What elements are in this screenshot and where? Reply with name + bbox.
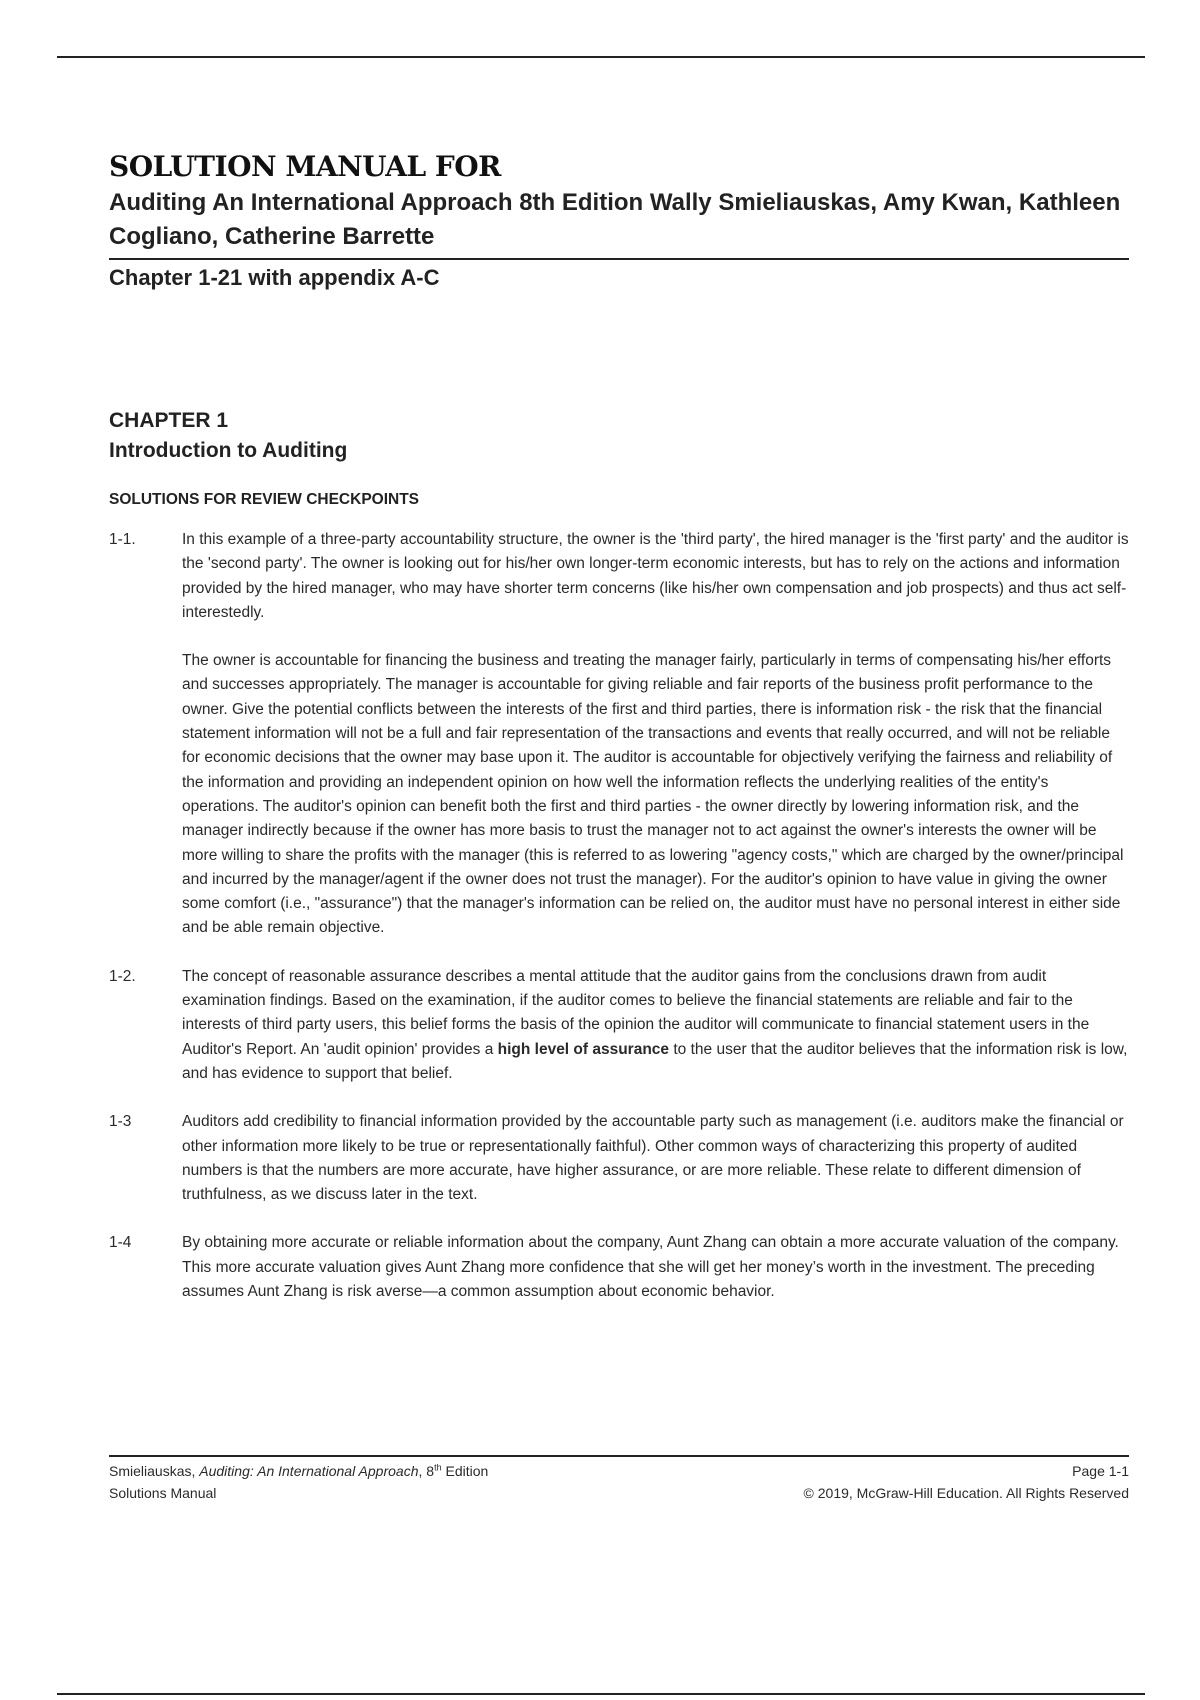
answer-paragraph: The owner is accountable for financing the business and treating the manager fairly, particularly in terms of compensating his/her efforts and successes appropriately. The manager is accountable for giving reliable and fair reports of the business profit performance to the owner. Give the potential conflicts between the interests of the first and third parties, there is information risk - the risk that the financial statement information will not be a full and fair representation of the transactions and events that really occurred, and will not be reliable for economic decisions that the owner may base upon it. The auditor is accountable for objectively verifying the fairness and reliability of the information and providing an independent opinion on how well the information reflects the underlying realities of the entity's operations. The auditor's opinion can benefit both the first and third parties - the owner directly by lowering information risk, and the manager indirectly because if the owner has more basis to trust the manager not to act against the owner's interests the owner will be more willing to share the profits with the manager (this is referred to as lowering "agency costs," which are charged by the owner/principal and incurred by the manager/agent if the owner does not trust the manager). For the auditor's opinion to have value in giving the owner some comfort (i.e., "assurance") that the manager's information can be relied on, the auditor must have no personal interest in either side and be able remain objective. — [182, 652, 1124, 937]
copyright-notice: © 2019, McGraw-Hill Education. All Rights Reserved — [803, 1485, 1129, 1501]
answer-text: to the user that the auditor believes that the information risk is low, and has evidence to support that belief. — [182, 1040, 1128, 1082]
page-number: Page 1-1 — [1072, 1463, 1129, 1479]
checkpoint-item — [109, 1110, 1129, 1207]
chapter-range: Chapter 1-21 with appendix A-C — [109, 265, 440, 290]
footer-edition-number: , 8 — [418, 1463, 435, 1479]
book-title: Auditing An International Approach 8th Edition Wally Smieliauskas, Amy Kwan, Kathleen Cogliano, Catherine Barrette — [109, 189, 1121, 250]
checkpoint-answer — [182, 965, 1129, 1086]
review-checkpoints-list — [109, 528, 1129, 1304]
checkpoint-answer — [182, 1231, 1129, 1304]
title-divider — [109, 258, 1129, 260]
checkpoint-item — [109, 965, 1129, 1086]
answer-bold-text: high level of assurance — [497, 1040, 670, 1058]
answer-paragraph — [182, 965, 1129, 1086]
answer-paragraph: In this example of a three-party accountability structure, the owner is the 'third party', the hired manager is the 'first party' and the auditor is the 'second party'. The owner is looking out for his/her own longer-term economic interests, but has to rely on the actions and information provided by the hired manager, who may have shorter term concerns (like his/her own compensation and job prospects) and thus act self-interestedly. — [182, 531, 1129, 621]
page-content — [109, 150, 1129, 1328]
top-rule — [57, 56, 1145, 58]
chapter-number: CHAPTER 1 — [109, 409, 229, 432]
footer-right — [804, 1460, 1129, 1504]
answer-text: The concept of reasonable assurance describes a mental attitude that the auditor gains from the conclusions drawn from audit examination findings. Based on the examination, if the auditor comes to believe the financial statements are reliable and fair to the interests of third party users, this belief forms the basis of the opinion the auditor will communicate to financial statement users in the Auditor's Report. An 'audit opinion' provides a — [182, 967, 1090, 1058]
footer-book-title: Auditing: An International Approach — [199, 1463, 419, 1479]
checkpoint-item — [109, 1231, 1129, 1304]
footer-edition-word: Edition — [441, 1463, 489, 1479]
answer-paragraph: Auditors add credibility to financial information provided by the accountable party such as management (i.e. auditors make the financial or other information more likely to be true or representationally faithful). Other common ways of characterizing this property of audited numbers is that the numbers are more accurate, have higher assurance, or are more reliable. These relate to different dimension of truthfulness, as we discuss later in the text. — [182, 1113, 1124, 1204]
footer-divider — [109, 1455, 1129, 1457]
checkpoint-item — [109, 528, 1129, 941]
footer-book-citation — [109, 1460, 488, 1482]
checkpoint-answer — [182, 1110, 1129, 1207]
bottom-rule — [57, 1693, 1145, 1695]
footer-author: Smieliauskas, — [109, 1463, 200, 1479]
checkpoint-number: 1-1. — [109, 531, 136, 548]
checkpoint-number: 1-3 — [109, 1113, 132, 1131]
answer-paragraph: By obtaining more accurate or reliable information about the company, Aunt Zhang can obtain a more accurate valuation of the company. This more accurate valuation gives Aunt Zhang more confidence that she will get her money’s worth in the investment. The preceding assumes Aunt Zhang is risk averse—a common assumption about economic behavior. — [182, 1234, 1119, 1301]
footer-solutions-manual: Solutions Manual — [109, 1485, 217, 1501]
footer-edition-suffix: th — [434, 1462, 442, 1473]
solution-manual-title: SOLUTION MANUAL FOR — [109, 150, 501, 183]
section-heading: SOLUTIONS FOR REVIEW CHECKPOINTS — [109, 491, 420, 508]
checkpoint-number: 1-2. — [109, 967, 136, 985]
footer-left — [109, 1460, 488, 1504]
checkpoint-number: 1-4 — [109, 1234, 132, 1252]
chapter-title: Introduction to Auditing — [109, 439, 348, 462]
checkpoint-answer — [182, 528, 1129, 941]
